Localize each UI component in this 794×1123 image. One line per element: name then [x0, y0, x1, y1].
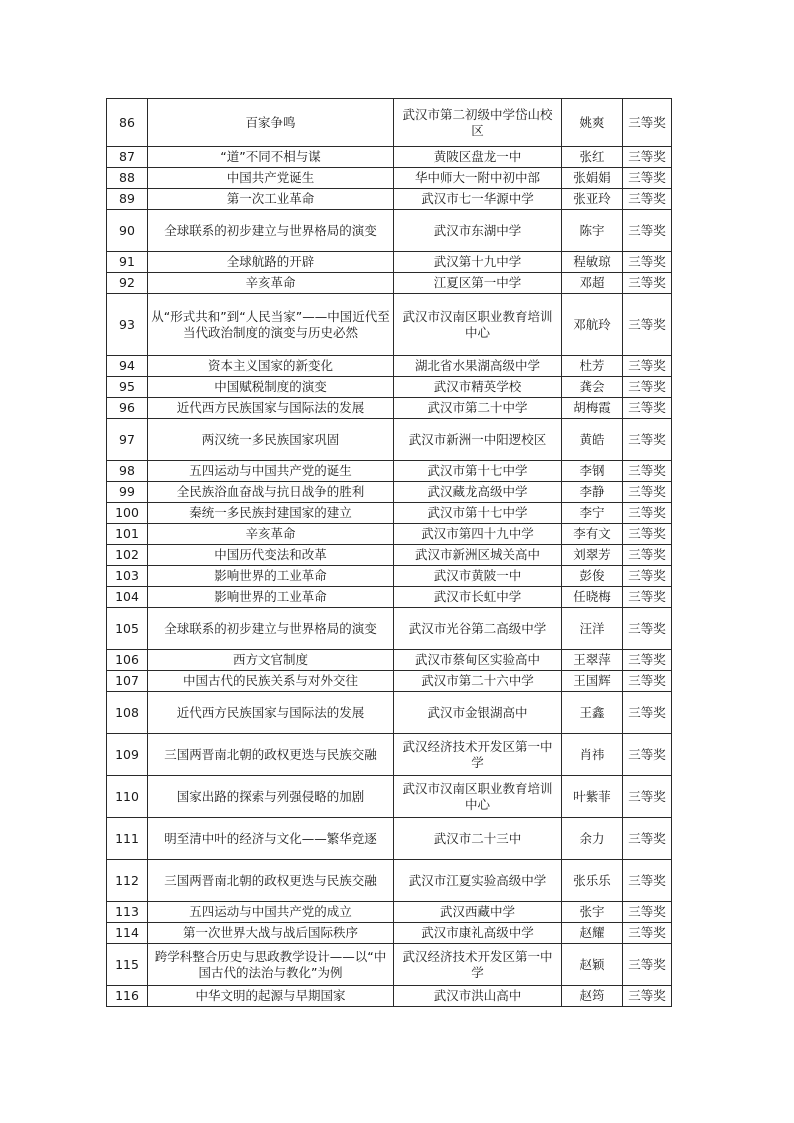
table-row	[107, 189, 672, 210]
row-number: 103	[107, 566, 148, 587]
table-row	[107, 503, 672, 524]
table-row	[107, 902, 672, 923]
lesson-title: 中国共产党诞生	[148, 168, 394, 189]
table-row	[107, 524, 672, 545]
school-name: 武汉市东湖中学	[394, 210, 562, 252]
award-level: 三等奖	[623, 944, 672, 986]
row-number: 90	[107, 210, 148, 252]
teacher-name: 张红	[562, 147, 623, 168]
teacher-name: 赵颖	[562, 944, 623, 986]
school-name: 武汉市长虹中学	[394, 587, 562, 608]
row-number: 112	[107, 860, 148, 902]
school-name: 武汉经济技术开发区第一中学	[394, 944, 562, 986]
teacher-name: 胡梅霞	[562, 398, 623, 419]
award-level: 三等奖	[623, 482, 672, 503]
lesson-title: 中国赋税制度的演变	[148, 377, 394, 398]
teacher-name: 程敏琼	[562, 252, 623, 273]
table-row	[107, 650, 672, 671]
award-table	[106, 98, 672, 1007]
table-row	[107, 566, 672, 587]
teacher-name: 张乐乐	[562, 860, 623, 902]
lesson-title: 五四运动与中国共产党的成立	[148, 902, 394, 923]
award-level: 三等奖	[623, 99, 672, 147]
award-level: 三等奖	[623, 923, 672, 944]
row-number: 100	[107, 503, 148, 524]
teacher-name: 姚爽	[562, 99, 623, 147]
row-number: 107	[107, 671, 148, 692]
table-row	[107, 99, 672, 147]
row-number: 93	[107, 294, 148, 356]
table-row	[107, 147, 672, 168]
row-number: 95	[107, 377, 148, 398]
lesson-title: 三国两晋南北朝的政权更迭与民族交融	[148, 860, 394, 902]
school-name: 武汉市新洲区城关高中	[394, 545, 562, 566]
award-level: 三等奖	[623, 692, 672, 734]
award-level: 三等奖	[623, 168, 672, 189]
teacher-name: 李静	[562, 482, 623, 503]
award-level: 三等奖	[623, 252, 672, 273]
award-level: 三等奖	[623, 986, 672, 1007]
award-level: 三等奖	[623, 734, 672, 776]
lesson-title: 秦统一多民族封建国家的建立	[148, 503, 394, 524]
lesson-title: 中华文明的起源与早期国家	[148, 986, 394, 1007]
lesson-title: “道”不同不相与谋	[148, 147, 394, 168]
school-name: 江夏区第一中学	[394, 273, 562, 294]
table-row	[107, 461, 672, 482]
lesson-title: 全球联系的初步建立与世界格局的演变	[148, 210, 394, 252]
award-level: 三等奖	[623, 524, 672, 545]
teacher-name: 任晓梅	[562, 587, 623, 608]
lesson-title: 第一次世界大战与战后国际秩序	[148, 923, 394, 944]
lesson-title: 中国历代变法和改革	[148, 545, 394, 566]
school-name: 武汉市二十三中	[394, 818, 562, 860]
award-level: 三等奖	[623, 398, 672, 419]
award-level: 三等奖	[623, 273, 672, 294]
lesson-title: 中国古代的民族关系与对外交往	[148, 671, 394, 692]
teacher-name: 邓航玲	[562, 294, 623, 356]
teacher-name: 李宁	[562, 503, 623, 524]
school-name: 武汉市第十七中学	[394, 503, 562, 524]
award-level: 三等奖	[623, 818, 672, 860]
table-row	[107, 482, 672, 503]
table-row	[107, 608, 672, 650]
row-number: 99	[107, 482, 148, 503]
table-row	[107, 587, 672, 608]
award-table-body	[107, 99, 672, 1007]
award-level: 三等奖	[623, 189, 672, 210]
school-name: 武汉藏龙高级中学	[394, 482, 562, 503]
school-name: 武汉市第二十六中学	[394, 671, 562, 692]
lesson-title: 全球联系的初步建立与世界格局的演变	[148, 608, 394, 650]
row-number: 104	[107, 587, 148, 608]
award-level: 三等奖	[623, 356, 672, 377]
award-level: 三等奖	[623, 147, 672, 168]
lesson-title: 近代西方民族国家与国际法的发展	[148, 692, 394, 734]
award-level: 三等奖	[623, 294, 672, 356]
row-number: 86	[107, 99, 148, 147]
school-name: 武汉市黄陂一中	[394, 566, 562, 587]
teacher-name: 李钢	[562, 461, 623, 482]
lesson-title: 辛亥革命	[148, 524, 394, 545]
row-number: 87	[107, 147, 148, 168]
table-row	[107, 273, 672, 294]
row-number: 109	[107, 734, 148, 776]
award-level: 三等奖	[623, 566, 672, 587]
teacher-name: 汪洋	[562, 608, 623, 650]
school-name: 华中师大一附中初中部	[394, 168, 562, 189]
row-number: 98	[107, 461, 148, 482]
table-row	[107, 734, 672, 776]
lesson-title: 影响世界的工业革命	[148, 587, 394, 608]
school-name: 武汉市第二十中学	[394, 398, 562, 419]
teacher-name: 王翠萍	[562, 650, 623, 671]
table-row	[107, 294, 672, 356]
lesson-title: 第一次工业革命	[148, 189, 394, 210]
award-level: 三等奖	[623, 608, 672, 650]
lesson-title: 两汉统一多民族国家巩固	[148, 419, 394, 461]
school-name: 武汉市金银湖高中	[394, 692, 562, 734]
table-row	[107, 356, 672, 377]
row-number: 105	[107, 608, 148, 650]
teacher-name: 陈宇	[562, 210, 623, 252]
teacher-name: 叶紫菲	[562, 776, 623, 818]
lesson-title: 五四运动与中国共产党的诞生	[148, 461, 394, 482]
lesson-title: 全球航路的开辟	[148, 252, 394, 273]
row-number: 94	[107, 356, 148, 377]
table-row	[107, 210, 672, 252]
award-level: 三等奖	[623, 860, 672, 902]
teacher-name: 杜芳	[562, 356, 623, 377]
school-name: 武汉市第四十九中学	[394, 524, 562, 545]
school-name: 武汉市第二初级中学岱山校区	[394, 99, 562, 147]
table-row	[107, 692, 672, 734]
table-row	[107, 168, 672, 189]
table-row	[107, 419, 672, 461]
table-row	[107, 252, 672, 273]
row-number: 97	[107, 419, 148, 461]
award-level: 三等奖	[623, 776, 672, 818]
table-row	[107, 944, 672, 986]
row-number: 111	[107, 818, 148, 860]
table-row	[107, 545, 672, 566]
school-name: 武汉市新洲一中阳逻校区	[394, 419, 562, 461]
row-number: 113	[107, 902, 148, 923]
lesson-title: 跨学科整合历史与思政教学设计——以“中国古代的法治与教化”为例	[148, 944, 394, 986]
award-level: 三等奖	[623, 377, 672, 398]
teacher-name: 王国辉	[562, 671, 623, 692]
row-number: 114	[107, 923, 148, 944]
school-name: 武汉市光谷第二高级中学	[394, 608, 562, 650]
teacher-name: 赵耀	[562, 923, 623, 944]
lesson-title: 辛亥革命	[148, 273, 394, 294]
teacher-name: 黄皓	[562, 419, 623, 461]
row-number: 91	[107, 252, 148, 273]
row-number: 88	[107, 168, 148, 189]
school-name: 武汉市七一华源中学	[394, 189, 562, 210]
school-name: 武汉市洪山高中	[394, 986, 562, 1007]
lesson-title: 影响世界的工业革命	[148, 566, 394, 587]
teacher-name: 余力	[562, 818, 623, 860]
row-number: 108	[107, 692, 148, 734]
teacher-name: 彭俊	[562, 566, 623, 587]
row-number: 116	[107, 986, 148, 1007]
award-level: 三等奖	[623, 545, 672, 566]
school-name: 武汉第十九中学	[394, 252, 562, 273]
table-row	[107, 860, 672, 902]
lesson-title: 资本主义国家的新变化	[148, 356, 394, 377]
lesson-title: 从“形式共和”到“人民当家”——中国近代至当代政治制度的演变与历史必然	[148, 294, 394, 356]
teacher-name: 赵筠	[562, 986, 623, 1007]
award-level: 三等奖	[623, 419, 672, 461]
school-name: 武汉市江夏实验高级中学	[394, 860, 562, 902]
award-level: 三等奖	[623, 503, 672, 524]
row-number: 101	[107, 524, 148, 545]
teacher-name: 张娟娟	[562, 168, 623, 189]
lesson-title: 近代西方民族国家与国际法的发展	[148, 398, 394, 419]
school-name: 武汉西藏中学	[394, 902, 562, 923]
award-level: 三等奖	[623, 671, 672, 692]
table-row	[107, 398, 672, 419]
school-name: 黄陂区盘龙一中	[394, 147, 562, 168]
lesson-title: 西方文官制度	[148, 650, 394, 671]
table-row	[107, 377, 672, 398]
award-level: 三等奖	[623, 902, 672, 923]
row-number: 102	[107, 545, 148, 566]
award-level: 三等奖	[623, 650, 672, 671]
teacher-name: 王鑫	[562, 692, 623, 734]
school-name: 湖北省水果湖高级中学	[394, 356, 562, 377]
teacher-name: 张亚玲	[562, 189, 623, 210]
table-row	[107, 986, 672, 1007]
teacher-name: 李有文	[562, 524, 623, 545]
school-name: 武汉经济技术开发区第一中学	[394, 734, 562, 776]
teacher-name: 龚会	[562, 377, 623, 398]
lesson-title: 明至清中叶的经济与文化——繁华竞逐	[148, 818, 394, 860]
lesson-title: 三国两晋南北朝的政权更迭与民族交融	[148, 734, 394, 776]
row-number: 110	[107, 776, 148, 818]
award-level: 三等奖	[623, 210, 672, 252]
lesson-title: 百家争鸣	[148, 99, 394, 147]
table-row	[107, 818, 672, 860]
row-number: 106	[107, 650, 148, 671]
award-level: 三等奖	[623, 461, 672, 482]
row-number: 115	[107, 944, 148, 986]
teacher-name: 刘翠芳	[562, 545, 623, 566]
table-row	[107, 671, 672, 692]
school-name: 武汉市康礼高级中学	[394, 923, 562, 944]
award-level: 三等奖	[623, 587, 672, 608]
table-row	[107, 923, 672, 944]
lesson-title: 全民族浴血奋战与抗日战争的胜利	[148, 482, 394, 503]
row-number: 96	[107, 398, 148, 419]
teacher-name: 张宇	[562, 902, 623, 923]
school-name: 武汉市汉南区职业教育培训中心	[394, 776, 562, 818]
school-name: 武汉市第十七中学	[394, 461, 562, 482]
row-number: 92	[107, 273, 148, 294]
school-name: 武汉市汉南区职业教育培训中心	[394, 294, 562, 356]
school-name: 武汉市精英学校	[394, 377, 562, 398]
lesson-title: 国家出路的探索与列强侵略的加剧	[148, 776, 394, 818]
school-name: 武汉市蔡甸区实验高中	[394, 650, 562, 671]
table-row	[107, 776, 672, 818]
teacher-name: 邓超	[562, 273, 623, 294]
row-number: 89	[107, 189, 148, 210]
teacher-name: 肖祎	[562, 734, 623, 776]
